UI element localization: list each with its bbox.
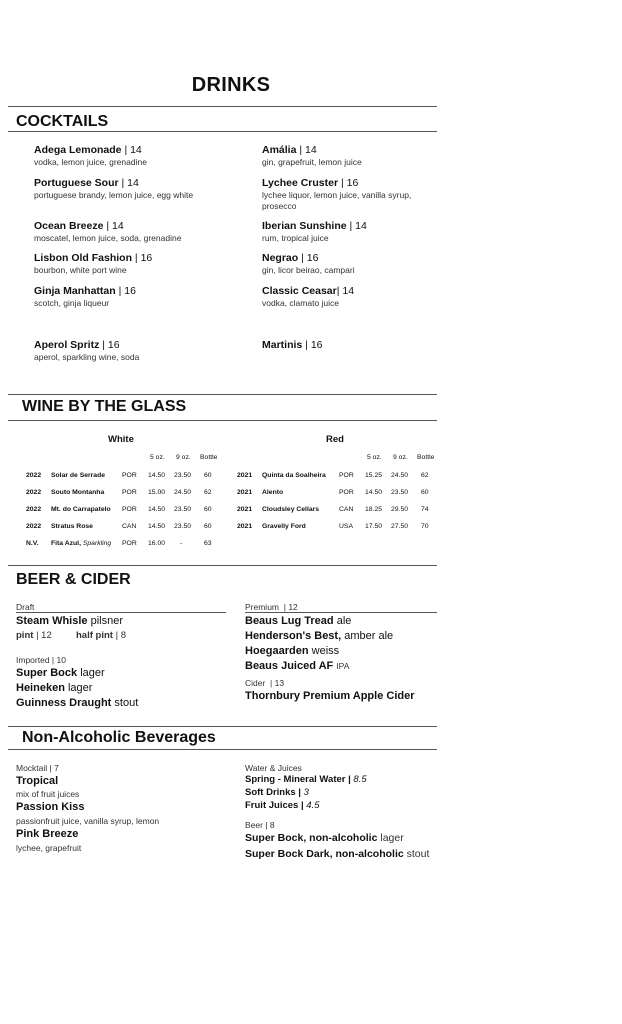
cocktail-desc: lychee liquor, lemon juice, vanilla syrup, (262, 190, 412, 200)
wine-origin: POR (122, 489, 137, 496)
cocktail-desc: prosecco (262, 201, 297, 211)
wine-year: 2022 (26, 506, 42, 513)
wine-price-5oz: 15.25 (365, 472, 383, 479)
na-beer-item: Super Bock, non-alcoholic lager (245, 832, 404, 844)
cocktail-item: Ginja Manhattan | 16 (34, 285, 136, 297)
mocktail-label: Mocktail | 7 (16, 763, 59, 773)
wine-price-9oz: 23.50 (174, 506, 192, 513)
cocktail-item: Martinis | 16 (262, 339, 323, 351)
divider (8, 106, 437, 107)
cocktail-item: Ocean Breeze | 14 (34, 220, 124, 232)
mocktail-desc: mix of fruit juices (16, 789, 80, 799)
na-beer-label: Beer | 8 (245, 820, 275, 830)
wine-price-5oz: 14.50 (365, 489, 383, 496)
water-item: Spring - Mineral Water | 8.5 (245, 774, 367, 785)
wine-price-bottle: 60 (204, 472, 212, 479)
divider (8, 394, 437, 395)
wine-price-bottle: 60 (204, 523, 212, 530)
wine-price-9oz: 24.50 (391, 472, 409, 479)
cocktail-desc: vodka, clamato juice (262, 298, 340, 308)
cocktail-desc: portuguese brandy, lemon juice, egg white (34, 190, 194, 200)
wine-origin: USA (339, 523, 353, 530)
cocktail-item: Portuguese Sour | 14 (34, 177, 139, 189)
cocktail-item: Aperol Spritz | 16 (34, 339, 120, 351)
wine-name: Solar de Serrade (51, 472, 106, 479)
beer-item: Heineken lager (16, 682, 93, 694)
imported-label: Imported | 10 (16, 655, 66, 665)
wine-origin: POR (339, 489, 354, 496)
wine-origin: POR (122, 472, 137, 479)
wine-name: Souto Montanha (51, 489, 105, 496)
wine-year: 2021 (237, 523, 253, 530)
half-pint-price: half pint | 8 (76, 630, 126, 641)
page-title: DRINKS (191, 74, 271, 96)
beer-item: Hoegaarden weiss (245, 645, 340, 657)
premium-label: Premium | 12 (245, 602, 298, 612)
wine-price-9oz: 23.50 (174, 472, 192, 479)
cocktail-item: Lisbon Old Fashion | 16 (34, 252, 153, 264)
wine-price-5oz: 14.50 (148, 506, 166, 513)
beer-item: Beaus Juiced AF IPA (245, 660, 350, 672)
wine-price-9oz: 24.50 (174, 489, 192, 496)
cider-item: Thornbury Premium Apple Cider (245, 690, 415, 702)
beer-item: Henderson's Best, amber ale (245, 630, 394, 642)
wine-price-9oz: - (180, 540, 183, 547)
wine-price-bottle: 74 (421, 506, 429, 513)
wine-name: Mt. do Carrapatelo (51, 506, 111, 513)
cocktail-item: Negrao | 16 (262, 252, 319, 264)
cocktail-desc: gin, grapefruit, lemon juice (262, 157, 362, 167)
wine-price-9oz: 23.50 (391, 489, 409, 496)
cocktails-heading: COCKTAILS (16, 113, 109, 130)
col-5oz: 5 oz. (367, 454, 382, 461)
cocktail-item: Iberian Sunshine | 14 (262, 220, 367, 232)
red-wine-heading: Red (326, 434, 344, 445)
wine-price-5oz: 14.50 (148, 472, 166, 479)
wine-name: Gravelly Ford (262, 523, 306, 530)
white-wine-heading: White (108, 434, 134, 445)
cocktail-item: Adega Lemonade | 14 (34, 144, 142, 156)
divider (8, 726, 437, 727)
col-9oz: 9 oz. (176, 454, 191, 461)
wine-name: Cloudsley Cellars (262, 506, 320, 513)
col-bottle: Bottle (417, 454, 435, 461)
cocktail-desc: moscatel, lemon juice, soda, grenadine (34, 233, 182, 243)
wine-origin: CAN (339, 506, 354, 513)
cocktail-desc: rum, tropical juice (262, 233, 329, 243)
beer-heading: BEER & CIDER (16, 571, 131, 588)
divider (8, 420, 437, 421)
mocktail-item: Pink Breeze (16, 828, 79, 840)
na-beer-item: Super Bock Dark, non-alcoholic stout (245, 848, 430, 860)
beer-item: Beaus Lug Tread ale (245, 615, 352, 627)
wine-origin: CAN (122, 523, 137, 530)
cocktail-desc: gin, licor beirao, campari (262, 265, 355, 275)
wine-year: 2021 (237, 506, 253, 513)
mocktail-item: Tropical (16, 775, 59, 787)
wine-price-9oz: 29.50 (391, 506, 409, 513)
wine-year: 2022 (26, 523, 42, 530)
wine-price-9oz: 27.50 (391, 523, 409, 530)
wine-price-bottle: 60 (204, 506, 212, 513)
wine-price-5oz: 16.00 (148, 540, 166, 547)
cider-label: Cider | 13 (245, 678, 285, 688)
wine-price-bottle: 62 (421, 472, 429, 479)
wine-year: 2022 (26, 489, 42, 496)
wine-price-bottle: 62 (204, 489, 212, 496)
wine-origin: POR (339, 472, 354, 479)
cocktail-item: Classic Ceasar| 14 (262, 285, 355, 297)
divider (8, 749, 437, 750)
mocktail-desc: passionfruit juice, vanilla syrup, lemon (16, 816, 160, 826)
wine-heading: WINE BY THE GLASS (22, 398, 187, 415)
beer-item: Guinness Draught stout (16, 697, 139, 709)
wine-price-5oz: 18.25 (365, 506, 383, 513)
wine-year: N.V. (26, 540, 39, 547)
cocktail-item: Amália | 14 (262, 144, 317, 156)
col-9oz: 9 oz. (393, 454, 408, 461)
wine-price-5oz: 14.50 (148, 523, 166, 530)
col-5oz: 5 oz. (150, 454, 165, 461)
beer-item: Steam Whisle pilsner (16, 615, 123, 627)
wine-price-bottle: 63 (204, 540, 212, 547)
wine-price-bottle: 60 (421, 489, 429, 496)
divider (8, 565, 437, 566)
wine-price-9oz: 23.50 (174, 523, 192, 530)
water-juices-label: Water & Juices (245, 763, 302, 773)
wine-origin: POR (122, 506, 137, 513)
wine-name: Fita Azul, Sparkling (51, 540, 112, 547)
cocktail-item: Lychee Cruster | 16 (262, 177, 359, 189)
cocktail-desc: aperol, sparkling wine, soda (34, 352, 140, 362)
wine-year: 2021 (237, 472, 253, 479)
divider (8, 131, 437, 132)
mocktail-desc: lychee, grapefruit (16, 843, 82, 853)
water-item: Soft Drinks | 3 (245, 787, 309, 798)
cocktail-desc: vodka, lemon juice, grenadine (34, 157, 147, 167)
wine-name: Stratus Rose (51, 523, 93, 530)
divider (245, 612, 437, 613)
draft-label: Draft (16, 602, 35, 612)
na-heading: Non-Alcoholic Beverages (22, 729, 216, 746)
col-bottle: Bottle (200, 454, 218, 461)
cocktail-desc: bourbon, white port wine (34, 265, 127, 275)
wine-year: 2022 (26, 472, 42, 479)
cocktail-desc: scotch, ginja liqueur (34, 298, 110, 308)
wine-origin: POR (122, 540, 137, 547)
wine-price-bottle: 70 (421, 523, 429, 530)
divider (16, 612, 226, 613)
wine-price-5oz: 15.00 (148, 489, 166, 496)
wine-name: Alento (262, 489, 284, 496)
wine-name: Quinta da Soalheira (262, 472, 326, 479)
wine-price-5oz: 17.50 (365, 523, 383, 530)
beer-item: Super Bock lager (16, 667, 105, 679)
mocktail-item: Passion Kiss (16, 801, 85, 813)
pint-price: pint | 12 (16, 630, 52, 641)
wine-year: 2021 (237, 489, 253, 496)
water-item: Fruit Juices | 4.5 (245, 800, 320, 811)
